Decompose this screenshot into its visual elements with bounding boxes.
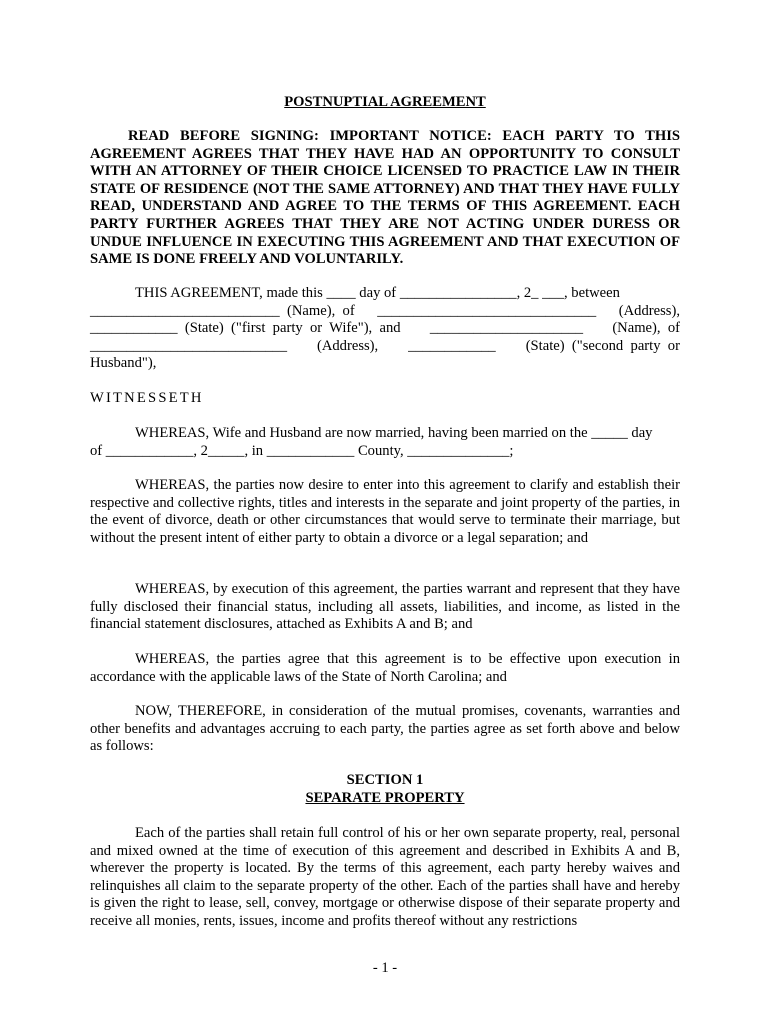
- agreement-line-5: Husband"),: [90, 355, 157, 372]
- whereas-intent: WHEREAS, the parties now desire to enter into this agreement to clarify and establish their respective and collective rights, titles and interests in the separate and joint property of the parties, in the event of divorce, death or other circumstances that would serve to terminate their marriage, but without the present intent of either party to obtain a divorce or a legal separation; and: [90, 477, 680, 546]
- agreement-line-4b: (Address),: [316, 337, 379, 354]
- agreement-line-2a: __________________________ (Name), of: [90, 302, 355, 319]
- agreement-line-2b: ______________________________: [377, 302, 597, 319]
- agreement-line-4d: (State) ("second party or: [525, 337, 680, 354]
- agreement-line-3c: (Name), of: [612, 320, 680, 337]
- section-1-heading: [90, 772, 680, 807]
- agreement-line-1b: ___, between: [538, 285, 620, 301]
- agreement-line-1a: THIS AGREEMENT, made this ____ day of ________________, 2_: [135, 285, 539, 301]
- section-1-text: Each of the parties shall retain full control of his or her own separate property, real, personal and mixed owned at the time of execution of this agreement and described in Exhibits A and B, wherever the property is located. By the terms of this agreement, each party hereby waives and relinquishes all claim to the separate property of the other. Each of the parties shall have and hereby is given the right to lease, sell, convey, mortgage or otherwise dispose of their separate property and receive all monies, rents, issues, income and profits thereof without any restrictions: [90, 825, 680, 929]
- agreement-line-2c: (Address),: [618, 302, 680, 319]
- agreement-line-4a: ___________________________: [90, 337, 288, 354]
- witnesseth-heading: WITNESSETH: [90, 390, 204, 406]
- section-1-title: SEPARATE PROPERTY: [305, 789, 465, 806]
- document-page: [90, 0, 680, 1024]
- agreement-line-3a: ____________ (State) ("first party or Wife"), and: [90, 320, 401, 337]
- whereas-married-line-2: of ____________, 2_____, in ____________ County, ______________;: [90, 442, 514, 459]
- agreement-line-4c: ____________: [408, 337, 496, 354]
- whereas-married: [90, 425, 680, 460]
- whereas-married-line-1: WHEREAS, Wife and Husband are now married, having been married on the _____ day: [135, 425, 653, 441]
- section-1-number: SECTION 1: [346, 772, 424, 788]
- whereas-effective: WHEREAS, the parties agree that this agreement is to be effective upon execution in accordance with the applicable laws of the State of North Carolina; and: [90, 651, 680, 685]
- agreement-intro: [90, 285, 680, 373]
- whereas-disclosure: WHEREAS, by execution of this agreement, the parties warrant and represent that they have fully disclosed their financial status, including all assets, liabilities, and income, as listed in the financial statement disclosures, attached as Exhibits A and B; and: [90, 581, 680, 633]
- important-notice: READ BEFORE SIGNING: IMPORTANT NOTICE: EACH PARTY TO THIS AGREEMENT AGREES THAT THEY HAVE HAD AN OPPORTUNITY TO CONSULT WITH AN ATTORNEY OF THEIR CHOICE LICENSED TO PRACTICE LAW IN THEIR STATE OF RESIDENCE (NOT THE SAME ATTORNEY) AND THAT THEY HAVE FULLY READ, UNDERSTAND AND AGREE TO THE TERMS OF THIS AGREEMENT. EACH PARTY FURTHER AGREES THAT THEY ARE NOT ACTING UNDER DURESS OR UNDUE INFLUENCE IN EXECUTING THIS AGREEMENT AND THAT EXECUTION OF SAME IS DONE FREELY AND VOLUNTARILY.: [90, 128, 680, 268]
- now-therefore: NOW, THEREFORE, in consideration of the mutual promises, covenants, warranties and other benefits and advantages accruing to each party, the parties agree as set forth above and below as follows:: [90, 703, 680, 755]
- agreement-line-3b: _____________________: [429, 320, 584, 337]
- document-title: POSTNUPTIAL AGREEMENT: [284, 94, 486, 110]
- page-number: - 1 -: [372, 960, 398, 976]
